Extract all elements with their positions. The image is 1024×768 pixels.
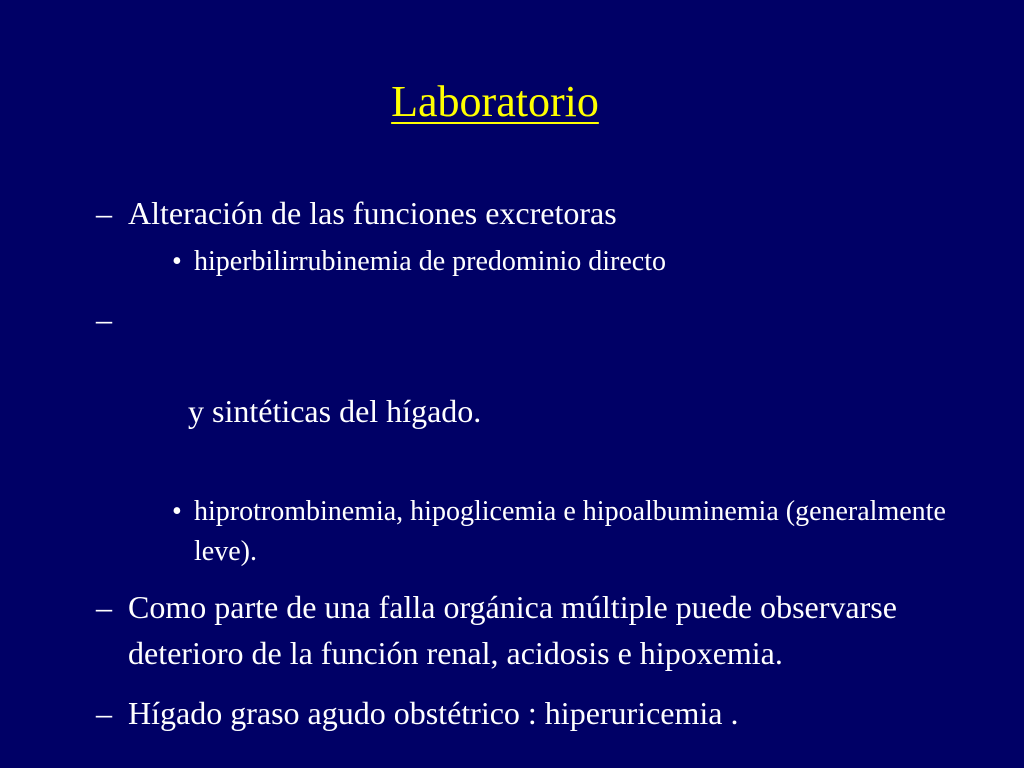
dash-bullet: –: [96, 695, 112, 731]
dash-bullet: –: [96, 195, 112, 231]
sub-bullet-item: [172, 242, 976, 282]
bullet-text: y sintéticas del hígado.: [180, 393, 482, 429]
slide-title: Laboratorio: [391, 77, 599, 126]
bullet-text: Como parte de una falla orgánica múltiple puede observarse deterioro de la función renal, acidosis e hipoxemia.: [128, 589, 897, 671]
dot-bullet: •: [172, 246, 182, 277]
sub-bullet-text: hiperbilirrubinemia de predominio directo: [194, 246, 666, 277]
bullet-item: [96, 690, 976, 736]
bullet-text: Alteración de las funciones excretoras: [128, 195, 617, 231]
sub-bullet-text: hiprotrombinemia, hipoglicemia e hipoalbuminemia (generalmente leve).: [194, 496, 946, 567]
dash-bullet: –: [96, 589, 112, 625]
slide-content: [96, 190, 976, 736]
bullet-item: [96, 296, 976, 480]
bullet-item: [96, 190, 976, 236]
sub-bullet-item: [172, 492, 976, 572]
dash-bullet: –: [96, 301, 112, 337]
bullet-item: [96, 584, 976, 676]
dot-bullet: •: [172, 496, 182, 527]
bullet-text: Hígado graso agudo obstétrico : hiperuricemia .: [128, 695, 739, 731]
